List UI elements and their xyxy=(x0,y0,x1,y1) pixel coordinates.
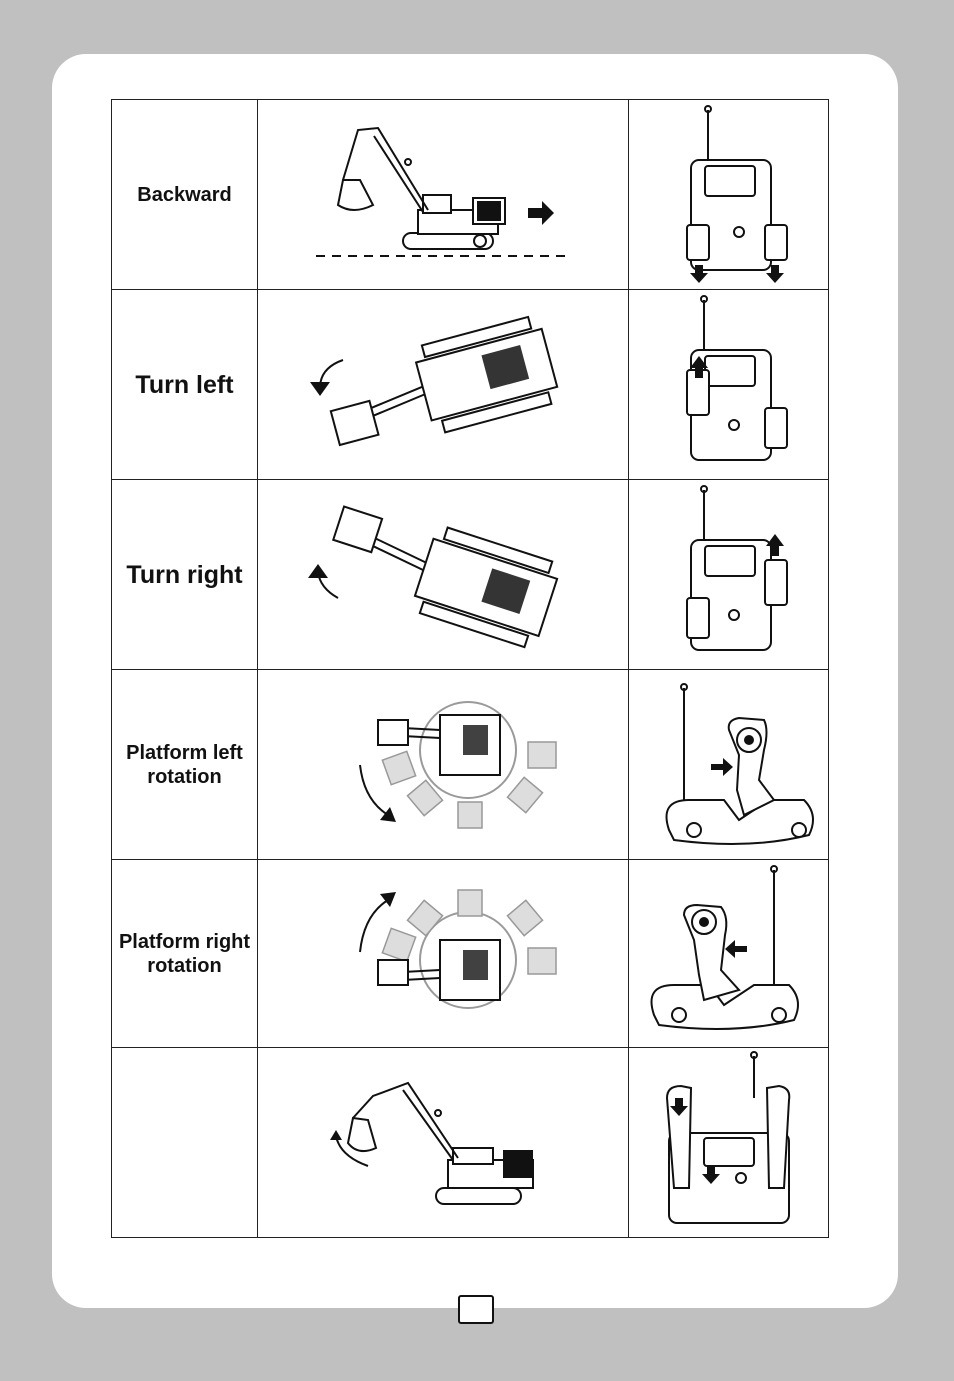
page-number-box xyxy=(458,1295,494,1324)
remote-controller-illustration xyxy=(629,1048,828,1237)
remote-controller-illustration xyxy=(629,1048,829,1238)
table-row xyxy=(112,860,829,1048)
operation-label-backward: Backward xyxy=(112,100,258,290)
remote-controller-illustration xyxy=(629,860,828,1047)
excavator-turn-left-illustration xyxy=(258,290,629,480)
excavator-turn-left-illustration xyxy=(258,290,628,479)
operation-label-turn-right: Turn right xyxy=(112,480,258,670)
remote-controller-illustration xyxy=(629,100,828,289)
table-row xyxy=(112,290,829,480)
table-row xyxy=(112,480,829,670)
remote-controller-illustration xyxy=(629,480,829,670)
excavator-turn-right-illustration xyxy=(258,480,628,669)
operation-table xyxy=(111,99,829,1238)
table-row xyxy=(112,1048,829,1238)
remote-controller-illustration xyxy=(629,290,829,480)
platform-rotation-illustration xyxy=(258,670,628,859)
excavator-bucket-illustration xyxy=(258,1048,628,1237)
operation-label-empty xyxy=(112,1048,258,1238)
remote-controller-illustration xyxy=(629,290,828,479)
remote-controller-illustration xyxy=(629,670,828,859)
excavator-backward-illustration xyxy=(258,100,628,289)
table-row xyxy=(112,100,829,290)
operation-label-platform-left-rotation: Platform left rotation xyxy=(112,670,258,860)
remote-controller-illustration xyxy=(629,860,829,1048)
excavator-backward-illustration xyxy=(258,100,629,290)
operation-label-platform-right-rotation: Platform right rotation xyxy=(112,860,258,1048)
excavator-bucket-illustration xyxy=(258,1048,629,1238)
platform-rotation-illustration xyxy=(258,670,629,860)
remote-controller-illustration xyxy=(629,100,829,290)
remote-controller-illustration xyxy=(629,670,829,860)
operation-label-turn-left: Turn left xyxy=(112,290,258,480)
platform-rotation-illustration xyxy=(258,860,628,1047)
excavator-turn-right-illustration xyxy=(258,480,629,670)
table-row xyxy=(112,670,829,860)
remote-controller-illustration xyxy=(629,480,828,669)
platform-rotation-illustration xyxy=(258,860,629,1048)
